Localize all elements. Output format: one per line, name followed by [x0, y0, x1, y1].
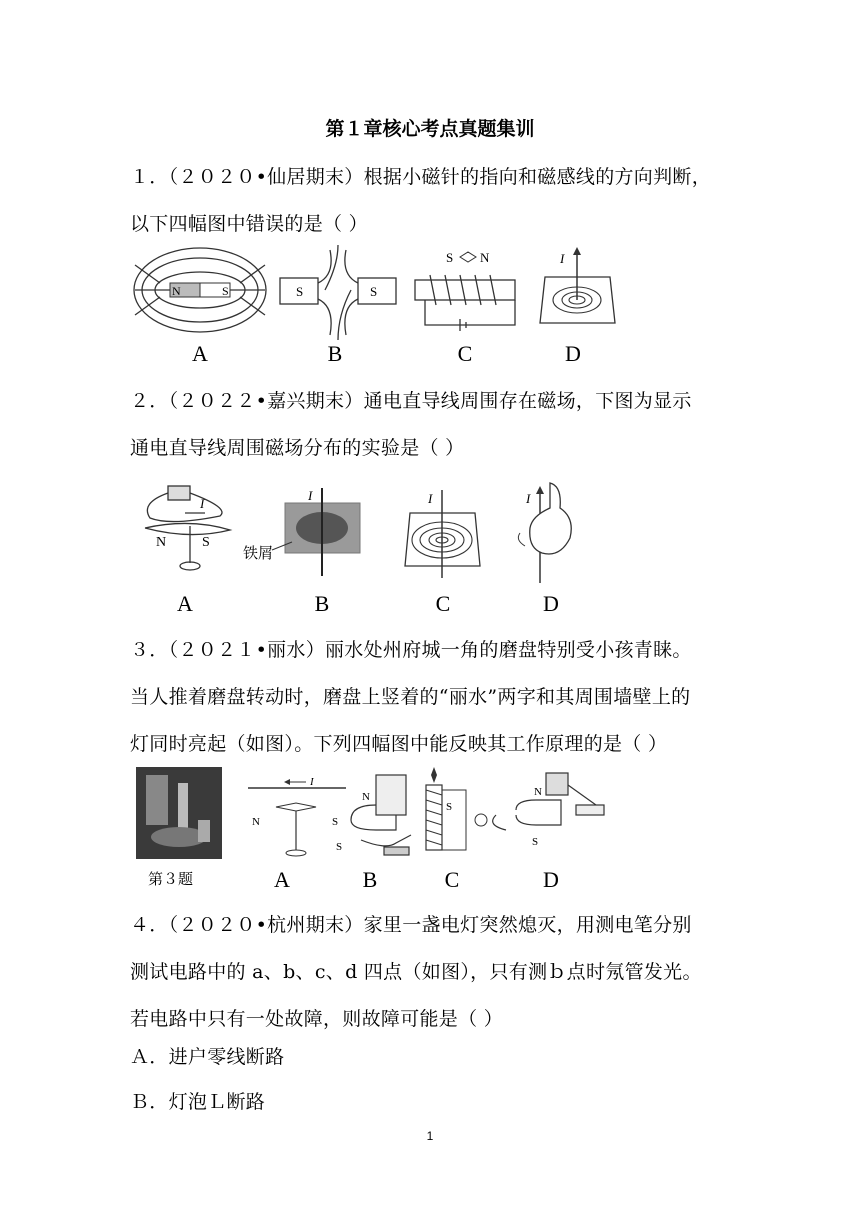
question-4-line-1: ４．（２０２０•杭州期末）家里一盏电灯突然熄灭，用测电笔分别 — [130, 914, 692, 936]
q3-a-i-text: I — [310, 776, 314, 788]
question-4-option-a: Ａ．进户零线断路 — [130, 1046, 285, 1068]
q1-c-s-text: S — [446, 250, 454, 265]
question-2-line-2: 通电直导线周围磁场分布的实验是（ ） — [130, 437, 465, 459]
q2-d-i-text: I — [526, 491, 531, 506]
question-1-line-2: 以下四幅图中错误的是（ ） — [130, 213, 368, 235]
page-title: 第１章核心考点真题集训 — [325, 118, 535, 140]
question-4-option-b: Ｂ．灯泡Ｌ断路 — [130, 1091, 266, 1113]
q3-label-a: A — [274, 867, 290, 892]
q3-c-s-text: S — [446, 801, 453, 813]
q3-figure-b-generator — [351, 775, 411, 855]
q2-a-s-text: S — [202, 535, 210, 550]
question-3-line-2: 当人推着磨盘转动时，磨盘上竖着的“丽水”两字和其周围墙壁上的 — [130, 686, 691, 708]
q3-label-c: C — [444, 867, 460, 892]
q1-a-s-text: S — [222, 284, 229, 298]
q3-figure-d-motor — [493, 773, 604, 830]
page-number: 1 — [426, 1129, 434, 1143]
q2-a-n-text: N — [156, 535, 167, 550]
question-2-line-1: ２．（２０２２•嘉兴期末）通电直导线周围存在磁场，下图为显示 — [130, 390, 692, 412]
q3-d-n-text: N — [534, 786, 542, 798]
q1-b-s-left: S — [296, 284, 304, 299]
q2-a-i-text: I — [200, 496, 205, 511]
question-3-line-3: 灯同时亮起（如图）。下列四幅图中能反映其工作原理的是（ ） — [130, 733, 668, 755]
q2-figure-a-oersted — [145, 486, 230, 570]
q2-b-i-text: I — [308, 488, 313, 503]
q3-b-s-text: S — [336, 841, 343, 853]
q2-c-i-text: I — [428, 491, 433, 506]
q3-a-n-text: N — [252, 816, 260, 828]
q2-label-d: D — [543, 591, 559, 616]
q3-a-s-text: S — [332, 816, 339, 828]
q1-c-n-text: N — [480, 250, 490, 265]
q1-b-field-lines — [318, 245, 358, 340]
question-3-figures — [136, 765, 616, 865]
q1-label-c: C — [457, 341, 473, 366]
question-4-line-2: 测试电路中的 a、b、c、d 四点（如图），只有测ｂ点时氖管发光。 — [130, 961, 702, 983]
q2-label-c: C — [435, 591, 451, 616]
q1-label-a: A — [192, 341, 208, 366]
question-3-line-1: ３．（２０２１•丽水）丽水处州府城一角的磨盘特别受小孩青睐。 — [130, 639, 692, 661]
q1-b-s-right: S — [370, 284, 378, 299]
q2-b-iron-filings-label: 铁屑 — [243, 546, 274, 562]
q3-figure-caption: 第３题 — [148, 870, 194, 888]
question-4-line-3: 若电路中只有一处故障，则故障可能是（ ） — [130, 1008, 504, 1030]
question-1-figures — [130, 245, 620, 345]
q3-c-compass-needle — [431, 767, 437, 783]
question-2-figures — [130, 478, 620, 588]
q1-label-b: B — [327, 341, 343, 366]
q3-label-b: B — [362, 867, 378, 892]
q1-d-i-text: I — [560, 251, 565, 266]
q2-d-hand — [530, 483, 572, 554]
q1-a-n-text: N — [172, 284, 181, 298]
question-1-line-1: １．（２０２０•仙居期末）根据小磁针的指向和磁感线的方向判断， — [130, 166, 712, 188]
q3-b-n-text: N — [362, 791, 370, 803]
q3-d-s-text: S — [532, 836, 539, 848]
q3-label-d: D — [543, 867, 559, 892]
q1-label-d: D — [565, 341, 581, 366]
q2-label-b: B — [314, 591, 330, 616]
q2-label-a: A — [177, 591, 193, 616]
